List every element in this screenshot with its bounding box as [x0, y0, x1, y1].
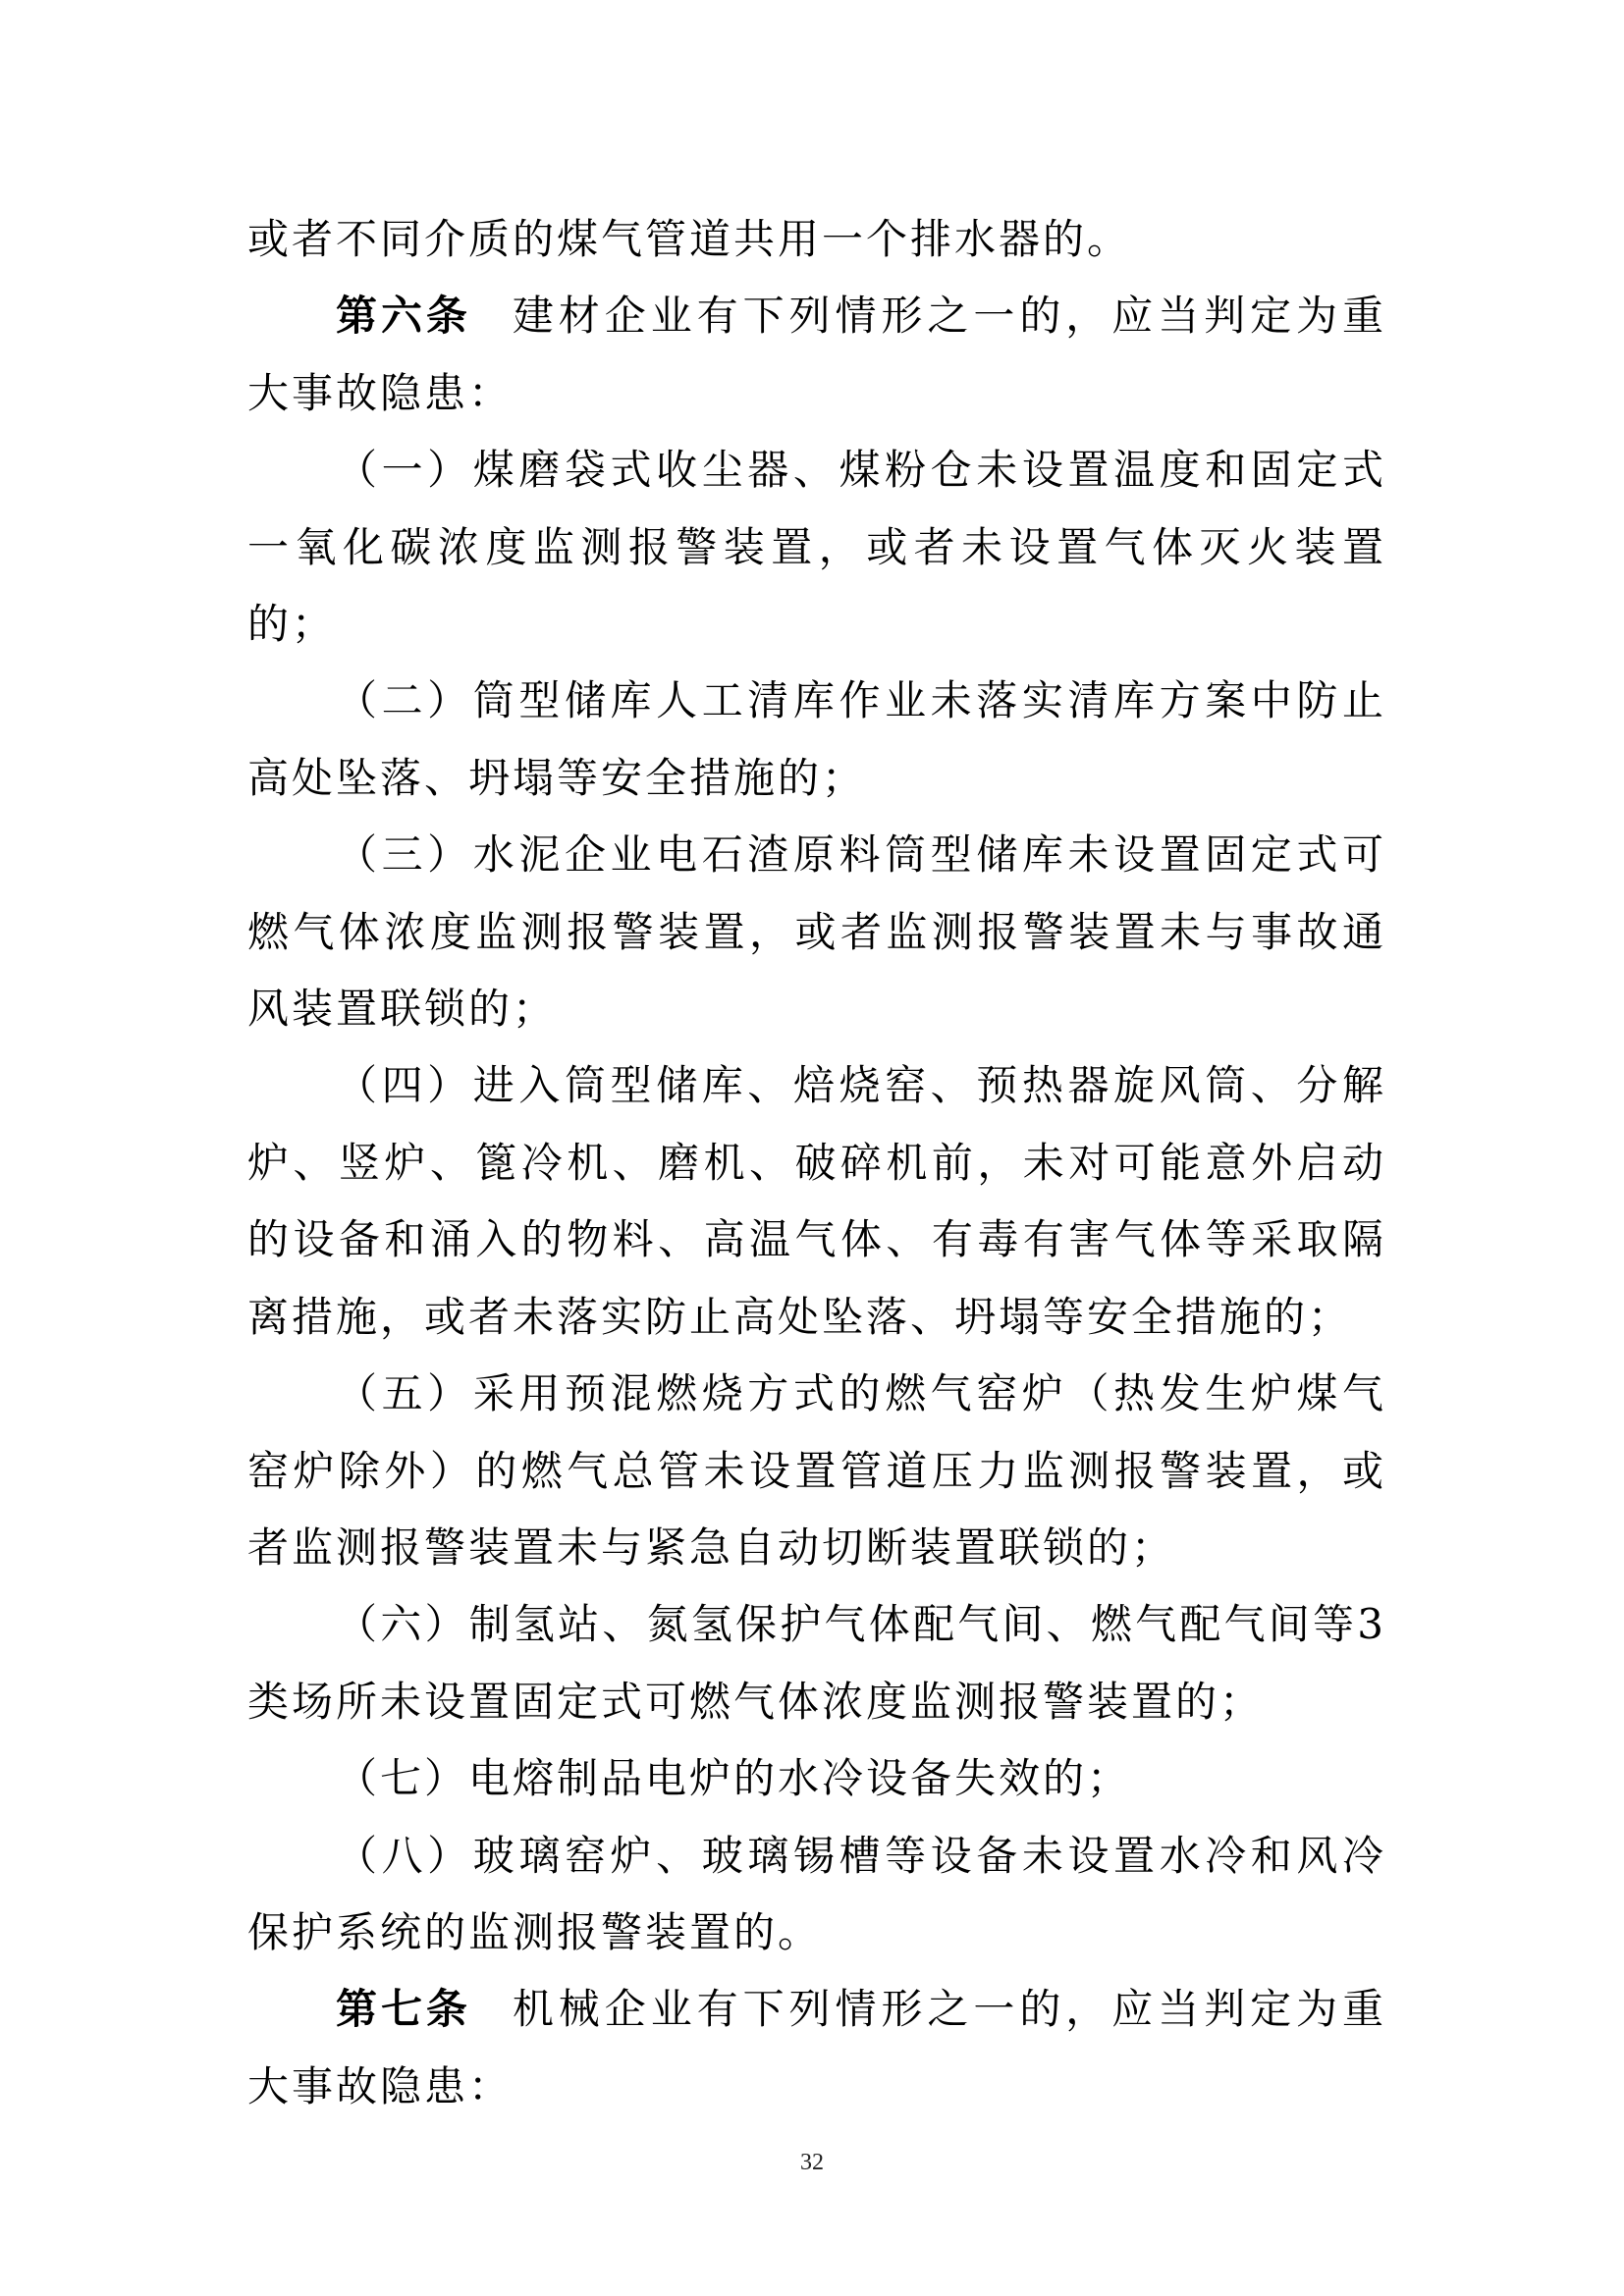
document-body: [247, 201, 1386, 2125]
article-number: 第七条: [336, 1985, 471, 2034]
article-six-paragraph: [247, 278, 1386, 432]
list-item-3: [247, 817, 1386, 1047]
article-text: 机械企业有下列情形之一的，应当判定为重大事故隐患：: [247, 1985, 1386, 2110]
list-item-text: （八）玻璃窑炉、玻璃锡槽等设备未设置水冷和风冷保护系统的监测报警装置的。: [247, 1831, 1386, 1956]
list-item-text: （六）制氢站、氮氢保护气体配气间、燃气配气间等3类场所未设置固定式可燃气体浓度监测报警装置的；: [247, 1600, 1386, 1726]
list-item-8: [247, 1818, 1386, 1972]
list-item-text: （五）采用预混燃烧方式的燃气窑炉（热发生炉煤气窑炉除外）的燃气总管未设置管道压力监测报警装置，或者监测报警装置未与紧急自动切断装置联锁的；: [247, 1369, 1386, 1572]
list-item-text: （三）水泥企业电石渣原料筒型储库未设置固定式可燃气体浓度监测报警装置，或者监测报警装置未与事故通风装置联锁的；: [247, 830, 1386, 1034]
article-seven-paragraph: [247, 1971, 1386, 2125]
paragraph-continuation: [247, 201, 1386, 278]
list-item-2: [247, 663, 1386, 817]
article-number: 第六条: [336, 292, 471, 341]
list-item-text: （四）进入筒型储库、焙烧窑、预热器旋风筒、分解炉、竖炉、篦冷机、磨机、破碎机前，未对可能意外启动的设备和涌入的物料、高温气体、有毒有害气体等采取隔离措施，或者未落实防止高处坠落、坍塌等安全措施的；: [247, 1061, 1386, 1341]
list-item-4: [247, 1047, 1386, 1356]
paragraph-text: 或者不同介质的煤气管道共用一个排水器的。: [247, 215, 1132, 263]
list-item-text: （一）煤磨袋式收尘器、煤粉仓未设置温度和固定式一氧化碳浓度监测报警装置，或者未设置气体灭火装置的；: [247, 446, 1386, 649]
page-number: 32: [800, 2150, 824, 2175]
list-item-1: [247, 432, 1386, 663]
list-item-text: （七）电熔制品电炉的水冷设备失效的；: [336, 1754, 1132, 1803]
list-item-text: （二）筒型储库人工清库作业未落实清库方案中防止高处坠落、坍塌等安全措施的；: [247, 676, 1386, 802]
article-text: 建材企业有下列情形之一的，应当判定为重大事故隐患：: [247, 292, 1386, 417]
list-item-5: [247, 1356, 1386, 1586]
list-item-6: [247, 1586, 1386, 1740]
list-item-7: [247, 1740, 1386, 1817]
